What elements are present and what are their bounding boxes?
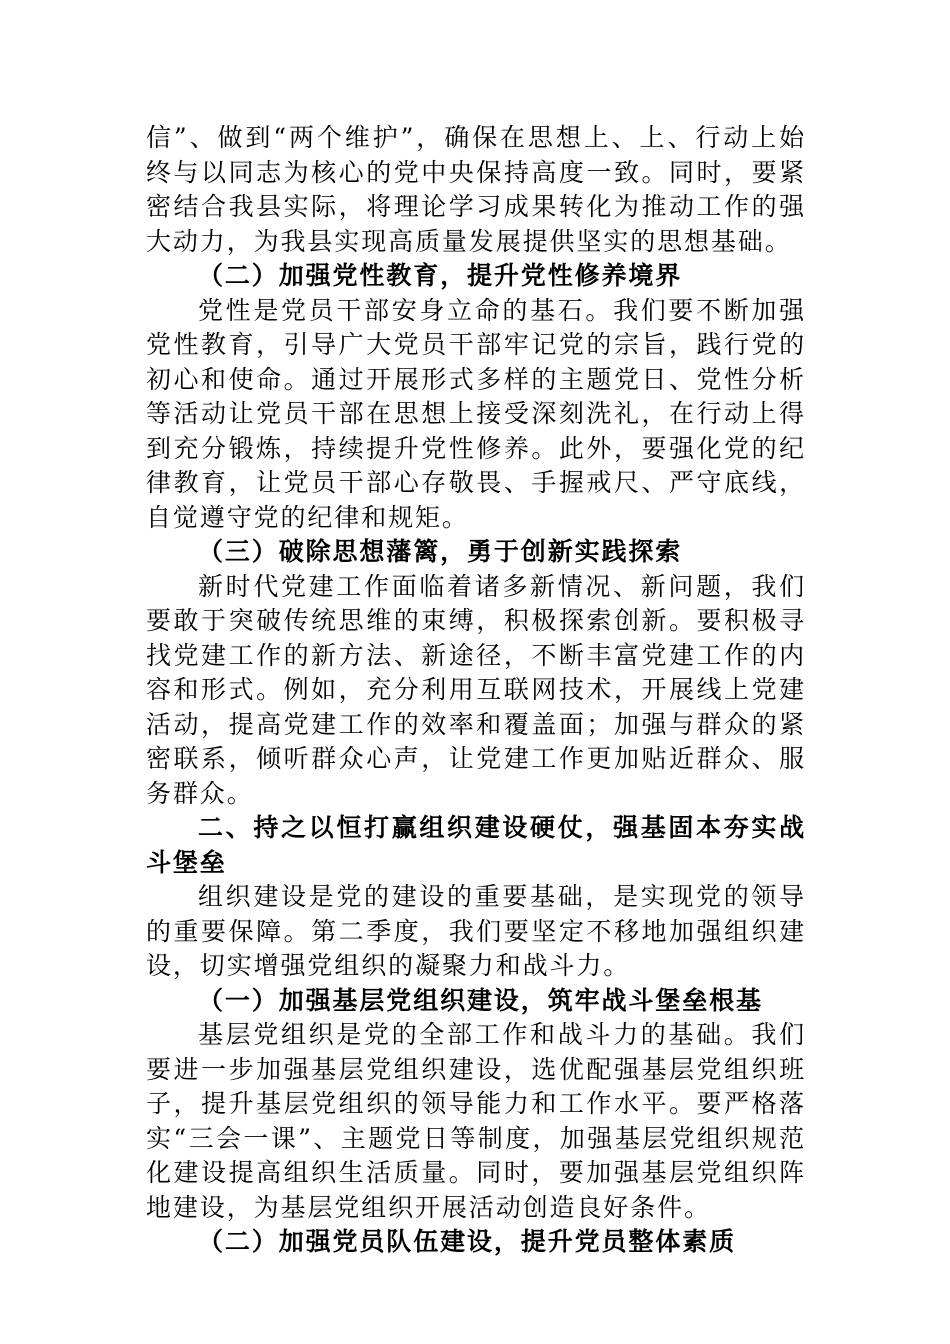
subheading-party-spirit-education: （二）加强党性教育，提升党性修养境界 [198, 261, 683, 290]
subheading-grassroots: （一）加强基层党组织建设，筑牢战斗堡垒根基 [198, 985, 763, 1015]
document-page [146, 121, 806, 1260]
subheading-member-team: （二）加强党员队伍建设，提升党员整体素质 [198, 1227, 737, 1256]
paragraph-party-spirit: 党性是党员干部安身立命的基石。我们要不断加强党性教育，引导广大党员干部牢记党的宗旨，践行党的初心和使命。通过开展形式多样的主题党日、党性分析等活动让党员干部在思想上接受深刻洗礼，在行动上得到充分锻炼，持续提升党性修养。此外，要强化党的纪律教育，让党员干部心存敬畏、手握戒尺、严守底线，自觉遵守党的纪律和规矩。 [146, 295, 806, 532]
subheading-innovation: （三）破除思想藩篱，勇于创新实践探索 [198, 537, 683, 566]
paragraph-organization-intro: 组织建设是党的建设的重要基础，是实现党的领导的重要保障。第二季度，我们要坚定不移地加强组织建设，切实增强党组织的凝聚力和战斗力。 [146, 882, 806, 980]
paragraph-innovation: 新时代党建工作面临着诸多新情况、新问题，我们要敢于突破传统思维的束缚，积极探索创新。要积极寻找党建工作的新方法、新途径，不断丰富党建工作的内容和形式。例如，充分利用互联网技术，开展线上党建活动，提高党建工作的效率和覆盖面；加强与群众的紧密联系，倾听群众心声，让党建工作更加贴近群众、服务群众。 [146, 571, 806, 808]
paragraph-grassroots: 基层党组织是党的全部工作和战斗力的基础。我们要进一步加强基层党组织建设，选优配强基层党组织班子，提升基层党组织的领导能力和工作水平。要严格落实“三会一课”、主题党日等制度，加强基层党组织规范化建设提高组织生活质量。同时，要加强基层党组织阵地建设，为基层党组织开展活动创造良好条件。 [146, 1020, 806, 1222]
section-heading-organization: 二、持之以恒打赢组织建设硬仗，强基固本夯实战斗堡垒 [146, 813, 806, 877]
paragraph-continuation: 信”、做到“两个维护”，确保在思想上、上、行动上始终与以同志为核心的党中央保持高度一致。同时，要紧密结合我县实际，将理论学习成果转化为推动工作的强大动力，为我县实现高质量发展提供坚实的思想基础。 [146, 123, 806, 256]
